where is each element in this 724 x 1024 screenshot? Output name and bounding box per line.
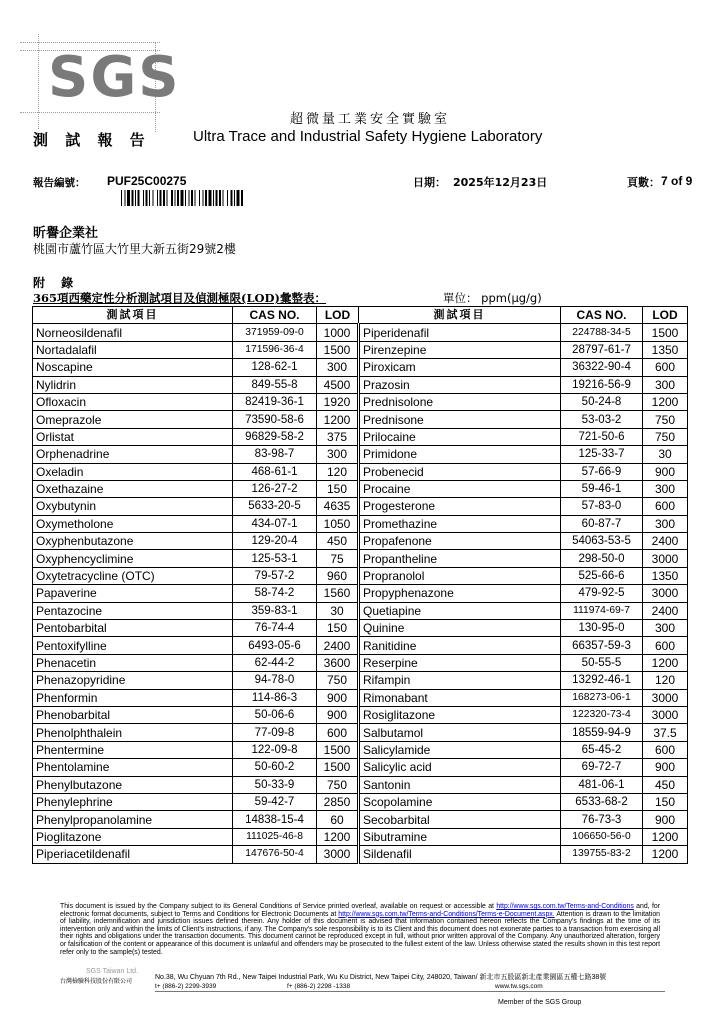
cas-number: 96829-58-2 — [233, 428, 317, 445]
unit-label: 單位： ppm(μg/g) — [443, 291, 542, 305]
terms-link[interactable]: http://www.sgs.com.tw/Terms-and-Conditions — [496, 903, 634, 910]
header-lod: LOD — [317, 307, 359, 324]
table-row — [33, 602, 688, 619]
report-info-row — [33, 175, 693, 191]
sgs-logo — [20, 42, 181, 132]
lod-value: 1500 — [317, 341, 359, 358]
cas-number: 50-55-5 — [561, 654, 643, 671]
lod-value: 3600 — [317, 654, 359, 671]
test-item-name: Salbutamol — [359, 724, 561, 741]
cas-number: 849-55-8 — [233, 376, 317, 393]
cas-number: 18559-94-9 — [561, 724, 643, 741]
cas-number: 129-20-4 — [233, 533, 317, 550]
report-date: 2025年12月23日 — [453, 176, 548, 189]
lod-value: 1200 — [317, 411, 359, 428]
footer-fax: f+ (886-2) 2298 -1338 — [287, 983, 351, 990]
table-row — [33, 533, 688, 550]
test-item-name: Phentolamine — [33, 759, 233, 776]
test-item-name: Oxytetracycline (OTC) — [33, 567, 233, 584]
table-row — [33, 706, 688, 723]
test-item-name: Probenecid — [359, 463, 561, 480]
footer-company-en: SGS Taiwan Ltd. — [86, 968, 139, 975]
table-row — [33, 620, 688, 637]
table-row — [33, 446, 688, 463]
lod-value: 120 — [317, 463, 359, 480]
footer-tel: t+ (886-2) 2299-3939 — [155, 983, 217, 990]
table-row — [33, 654, 688, 671]
cas-number: 111025-46-8 — [233, 828, 317, 845]
report-title: 測 試 報 告 — [33, 131, 151, 149]
test-item-name: Rifampin — [359, 672, 561, 689]
lod-value: 3000 — [643, 706, 688, 723]
test-item-name: Sildenafil — [359, 846, 561, 863]
header-cas-no: CAS NO. — [561, 307, 643, 324]
cas-number: 298-50-0 — [561, 550, 643, 567]
test-item-name: Pentobarbital — [33, 620, 233, 637]
cas-number: 66357-59-3 — [561, 637, 643, 654]
table-row — [33, 811, 688, 828]
test-item-name: Pioglitazone — [33, 828, 233, 845]
test-item-name: Phenobarbital — [33, 706, 233, 723]
lod-value: 3000 — [643, 550, 688, 567]
client-address: 桃園市蘆竹區大竹里大新五街29號2樓 — [33, 242, 236, 256]
test-item-name: Ofloxacin — [33, 393, 233, 410]
test-item-name: Oxyphencyclimine — [33, 550, 233, 567]
table-row — [33, 480, 688, 497]
test-item-name: Prednisolone — [359, 393, 561, 410]
test-item-name: Reserpine — [359, 654, 561, 671]
table-row — [33, 689, 688, 706]
cas-number: 111974-69-7 — [561, 602, 643, 619]
cas-number: 79-57-2 — [233, 567, 317, 584]
cas-number: 128-62-1 — [233, 359, 317, 376]
cas-number: 6493-05-6 — [233, 637, 317, 654]
test-item-name: Phenacetin — [33, 654, 233, 671]
test-item-name: Phenylpropanolamine — [33, 811, 233, 828]
test-item-name: Papaverine — [33, 585, 233, 602]
test-item-name: Prazosin — [359, 376, 561, 393]
test-item-name: Salicylamide — [359, 741, 561, 758]
cas-number: 125-33-7 — [561, 446, 643, 463]
footer-web[interactable]: www.tw.sgs.com — [495, 983, 543, 990]
lod-value: 30 — [643, 446, 688, 463]
cas-number: 58-74-2 — [233, 585, 317, 602]
cas-number: 82419-36-1 — [233, 393, 317, 410]
lod-value: 900 — [643, 759, 688, 776]
cas-number: 721-50-6 — [561, 428, 643, 445]
cas-number: 106650-56-0 — [561, 828, 643, 845]
test-item-name: Piroxicam — [359, 359, 561, 376]
cas-number: 19216-56-9 — [561, 376, 643, 393]
cas-number: 371959-09-0 — [233, 324, 317, 341]
cas-number: 122320-73-4 — [561, 706, 643, 723]
lod-value: 1500 — [317, 741, 359, 758]
lod-value: 300 — [643, 480, 688, 497]
lod-table — [32, 306, 688, 864]
test-item-name: Phenylbutazone — [33, 776, 233, 793]
lod-value: 75 — [317, 550, 359, 567]
lod-value: 600 — [643, 637, 688, 654]
cas-number: 76-74-4 — [233, 620, 317, 637]
lod-value: 1050 — [317, 515, 359, 532]
lod-value: 300 — [643, 515, 688, 532]
lod-value: 600 — [317, 724, 359, 741]
cas-number: 468-61-1 — [233, 463, 317, 480]
table-row — [33, 759, 688, 776]
table-row — [33, 776, 688, 793]
test-item-name: Orlistat — [33, 428, 233, 445]
test-item-name: Phenazopyridine — [33, 672, 233, 689]
lod-value: 1920 — [317, 393, 359, 410]
report-no-label: 報告編號： — [33, 177, 86, 189]
cas-number: 57-83-0 — [561, 498, 643, 515]
cas-number: 130-95-0 — [561, 620, 643, 637]
cas-number: 14838-15-4 — [233, 811, 317, 828]
test-item-name: Rosiglitazone — [359, 706, 561, 723]
test-item-name: Salicylic acid — [359, 759, 561, 776]
test-item-name: Nylidrin — [33, 376, 233, 393]
table-row — [33, 515, 688, 532]
lod-value: 60 — [317, 811, 359, 828]
footer-member: Member of the SGS Group — [498, 999, 582, 1006]
lod-value: 2400 — [317, 637, 359, 654]
lod-value: 750 — [643, 428, 688, 445]
cas-number: 147676-50-4 — [233, 846, 317, 863]
table-row — [33, 324, 688, 341]
test-item-name: Prednisone — [359, 411, 561, 428]
lod-value: 750 — [317, 672, 359, 689]
table-row — [33, 585, 688, 602]
cas-number: 13292-46-1 — [561, 672, 643, 689]
cas-number: 224788-34-5 — [561, 324, 643, 341]
table-row — [33, 463, 688, 480]
footer-address: No.38, Wu Chyuan 7th Rd., New Taipei Industrial Park, Wu Ku District, New Taipei City, 248020, Taiwan/ 新北市五股區新北產業園區五權七路38號 — [155, 974, 607, 981]
table-row — [33, 428, 688, 445]
page-label: 頁數： — [627, 176, 660, 189]
lod-value: 300 — [643, 620, 688, 637]
lod-value: 300 — [317, 446, 359, 463]
lod-value: 4500 — [317, 376, 359, 393]
lod-value: 600 — [643, 741, 688, 758]
test-item-name: Propranolol — [359, 567, 561, 584]
footer-divider — [155, 991, 665, 992]
cas-number: 50-60-2 — [233, 759, 317, 776]
lod-value: 960 — [317, 567, 359, 584]
disclaimer — [60, 903, 660, 956]
lod-value: 1350 — [643, 341, 688, 358]
lod-value: 120 — [643, 672, 688, 689]
cas-number: 76-73-3 — [561, 811, 643, 828]
lod-value: 1200 — [317, 828, 359, 845]
test-item-name: Rimonabant — [359, 689, 561, 706]
test-item-name: Orphenadrine — [33, 446, 233, 463]
cas-number: 54063-53-5 — [561, 533, 643, 550]
table-row — [33, 376, 688, 393]
table-row — [33, 793, 688, 810]
test-item-name: Progesterone — [359, 498, 561, 515]
table-row — [33, 828, 688, 845]
test-item-name: Pentazocine — [33, 602, 233, 619]
lod-value: 450 — [643, 776, 688, 793]
test-item-name: Phenformin — [33, 689, 233, 706]
cas-number: 94-78-0 — [233, 672, 317, 689]
cas-number: 59-46-1 — [561, 480, 643, 497]
lod-value: 150 — [317, 620, 359, 637]
lod-value: 1200 — [643, 393, 688, 410]
test-item-name: Norneosildenafil — [33, 324, 233, 341]
cas-number: 50-24-8 — [561, 393, 643, 410]
test-item-name: Oxeladin — [33, 463, 233, 480]
lod-value: 3000 — [317, 846, 359, 863]
test-item-name: Ranitidine — [359, 637, 561, 654]
table-title: 365項西藥定性分析測試項目及偵測極限(LOD)彙整表： — [33, 291, 326, 305]
cas-number: 525-66-6 — [561, 567, 643, 584]
cas-number: 359-83-1 — [233, 602, 317, 619]
lod-value: 2850 — [317, 793, 359, 810]
cas-number: 125-53-1 — [233, 550, 317, 567]
table-row — [33, 359, 688, 376]
test-item-name: Procaine — [359, 480, 561, 497]
test-item-name: Prilocaine — [359, 428, 561, 445]
cas-number: 171596-36-4 — [233, 341, 317, 358]
client-company: 昕譽企業社 — [33, 226, 99, 241]
header-cas-no: CAS NO. — [233, 307, 317, 324]
table-row — [33, 550, 688, 567]
cas-number: 168273-06-1 — [561, 689, 643, 706]
test-item-name: Santonin — [359, 776, 561, 793]
table-row — [33, 393, 688, 410]
test-item-name: Propafenone — [359, 533, 561, 550]
test-item-name: Primidone — [359, 446, 561, 463]
cas-number: 434-07-1 — [233, 515, 317, 532]
test-item-name: Oxyphenbutazone — [33, 533, 233, 550]
e-document-terms-link[interactable]: http://www.sgs.com.tw/Terms-and-Conditions/Terms-e-Document.aspx. — [338, 910, 555, 918]
header-lod: LOD — [643, 307, 688, 324]
lod-value: 375 — [317, 428, 359, 445]
lod-value: 2400 — [643, 602, 688, 619]
lod-value: 600 — [643, 498, 688, 515]
test-item-name: Scopolamine — [359, 793, 561, 810]
lod-value: 750 — [643, 411, 688, 428]
cas-number: 83-98-7 — [233, 446, 317, 463]
table-row — [33, 637, 688, 654]
lod-value: 1200 — [643, 828, 688, 845]
cas-number: 139755-83-2 — [561, 846, 643, 863]
cas-number: 481-06-1 — [561, 776, 643, 793]
test-item-name: Pentoxifylline — [33, 637, 233, 654]
lod-value: 30 — [317, 602, 359, 619]
cas-number: 6533-68-2 — [561, 793, 643, 810]
lod-value: 750 — [317, 776, 359, 793]
test-item-name: Omeprazole — [33, 411, 233, 428]
disclaimer-text: This document is issued by the Company subject to its General Conditions of Service printed overleaf, available on request or accessible at — [60, 903, 497, 910]
test-item-name: Piperidenafil — [359, 324, 561, 341]
test-item-name: Oxymetholone — [33, 515, 233, 532]
lod-value: 900 — [643, 811, 688, 828]
appendix-label: 附 錄 — [33, 276, 80, 290]
lod-value: 2400 — [643, 533, 688, 550]
lod-value: 1000 — [317, 324, 359, 341]
test-item-name: Quinine — [359, 620, 561, 637]
lab-name-cn: 超微量工業安全實驗室 — [290, 112, 451, 127]
lod-value: 300 — [643, 376, 688, 393]
test-item-name: Oxethazaine — [33, 480, 233, 497]
lod-value: 450 — [317, 533, 359, 550]
logo-text: SGS — [48, 45, 181, 110]
test-item-name: Sibutramine — [359, 828, 561, 845]
cas-number: 60-87-7 — [561, 515, 643, 532]
lod-value: 1200 — [643, 654, 688, 671]
lod-value: 150 — [643, 793, 688, 810]
header-test-item: 測試項目 — [33, 307, 233, 324]
barcode — [121, 190, 335, 206]
disclaimer-text: Attention is drawn to the limitation of liability, indemnification and jurisdiction issues defined therein. Any holder of this document is advised that information contained hereon reflects the Company's findings at the time of its intervention only and within the limits of Client's instructions, if any. The Company's sole responsibility is to its Client and this document does not exonerate parties to a transaction from exercising all their rights and obligations under the transaction documents. This document cannot be reproduced except in full, without prior written approval of the Company. Any unauthorized alteration, forgery or falsification of the content or appearance of this document is unlawful and offenders may be prosecuted to the fullest extent of the law. Unless otherwise stated the results shown in this test report refer only to the sample(s) tested. — [60, 910, 660, 956]
header-test-item: 測試項目 — [359, 307, 561, 324]
lod-value: 300 — [317, 359, 359, 376]
cas-number: 36322-90-4 — [561, 359, 643, 376]
report-no: PUF25C00275 — [107, 174, 187, 188]
lod-value: 900 — [317, 706, 359, 723]
date-label: 日期： — [413, 176, 446, 189]
test-item-name: Phentermine — [33, 741, 233, 758]
test-item-name: Secobarbital — [359, 811, 561, 828]
test-item-name: Oxybutynin — [33, 498, 233, 515]
table-row — [33, 498, 688, 515]
cas-number: 57-66-9 — [561, 463, 643, 480]
lod-value: 1500 — [643, 324, 688, 341]
lod-value: 3000 — [643, 585, 688, 602]
cas-number: 114-86-3 — [233, 689, 317, 706]
table-row — [33, 411, 688, 428]
lod-value: 600 — [643, 359, 688, 376]
table-row — [33, 741, 688, 758]
lod-value: 37.5 — [643, 724, 688, 741]
table-row — [33, 846, 688, 863]
test-item-name: Piperiacetildenafil — [33, 846, 233, 863]
lod-value: 1350 — [643, 567, 688, 584]
cas-number: 53-03-2 — [561, 411, 643, 428]
test-item-name: Noscapine — [33, 359, 233, 376]
cas-number: 62-44-2 — [233, 654, 317, 671]
test-item-name: Propantheline — [359, 550, 561, 567]
cas-number: 77-09-8 — [233, 724, 317, 741]
cas-number: 479-92-5 — [561, 585, 643, 602]
footer-company-cn: 台灣檢驗科技股份有限公司 — [60, 978, 133, 985]
table-row — [33, 341, 688, 358]
cas-number: 126-27-2 — [233, 480, 317, 497]
table-header-row — [33, 307, 688, 324]
cas-number: 59-42-7 — [233, 793, 317, 810]
lod-value: 3000 — [643, 689, 688, 706]
table-row — [33, 672, 688, 689]
lod-value: 4635 — [317, 498, 359, 515]
lab-name-en: Ultra Trace and Industrial Safety Hygiene Laboratory — [193, 128, 543, 145]
lod-value: 1200 — [643, 846, 688, 863]
cas-number: 122-09-8 — [233, 741, 317, 758]
lod-value: 1500 — [317, 759, 359, 776]
cas-number: 28797-61-7 — [561, 341, 643, 358]
table-row — [33, 567, 688, 584]
test-item-name: Promethazine — [359, 515, 561, 532]
cas-number: 50-33-9 — [233, 776, 317, 793]
page-number: 7 of 9 — [661, 174, 693, 188]
lod-value: 900 — [317, 689, 359, 706]
cas-number: 50-06-6 — [233, 706, 317, 723]
test-item-name: Propyphenazone — [359, 585, 561, 602]
test-item-name: Phenolphthalein — [33, 724, 233, 741]
lod-value: 900 — [643, 463, 688, 480]
test-item-name: Nortadalafil — [33, 341, 233, 358]
lod-value: 150 — [317, 480, 359, 497]
test-item-name: Quetiapine — [359, 602, 561, 619]
cas-number: 5633-20-5 — [233, 498, 317, 515]
disclaimer-text: and, for electronic format documents, subject to Terms and Conditions for Electronic Documents at — [60, 903, 660, 918]
test-item-name: Pirenzepine — [359, 341, 561, 358]
lod-value: 1560 — [317, 585, 359, 602]
cas-number: 69-72-7 — [561, 759, 643, 776]
cas-number: 65-45-2 — [561, 741, 643, 758]
cas-number: 73590-58-6 — [233, 411, 317, 428]
table-row — [33, 724, 688, 741]
test-item-name: Phenylephrine — [33, 793, 233, 810]
